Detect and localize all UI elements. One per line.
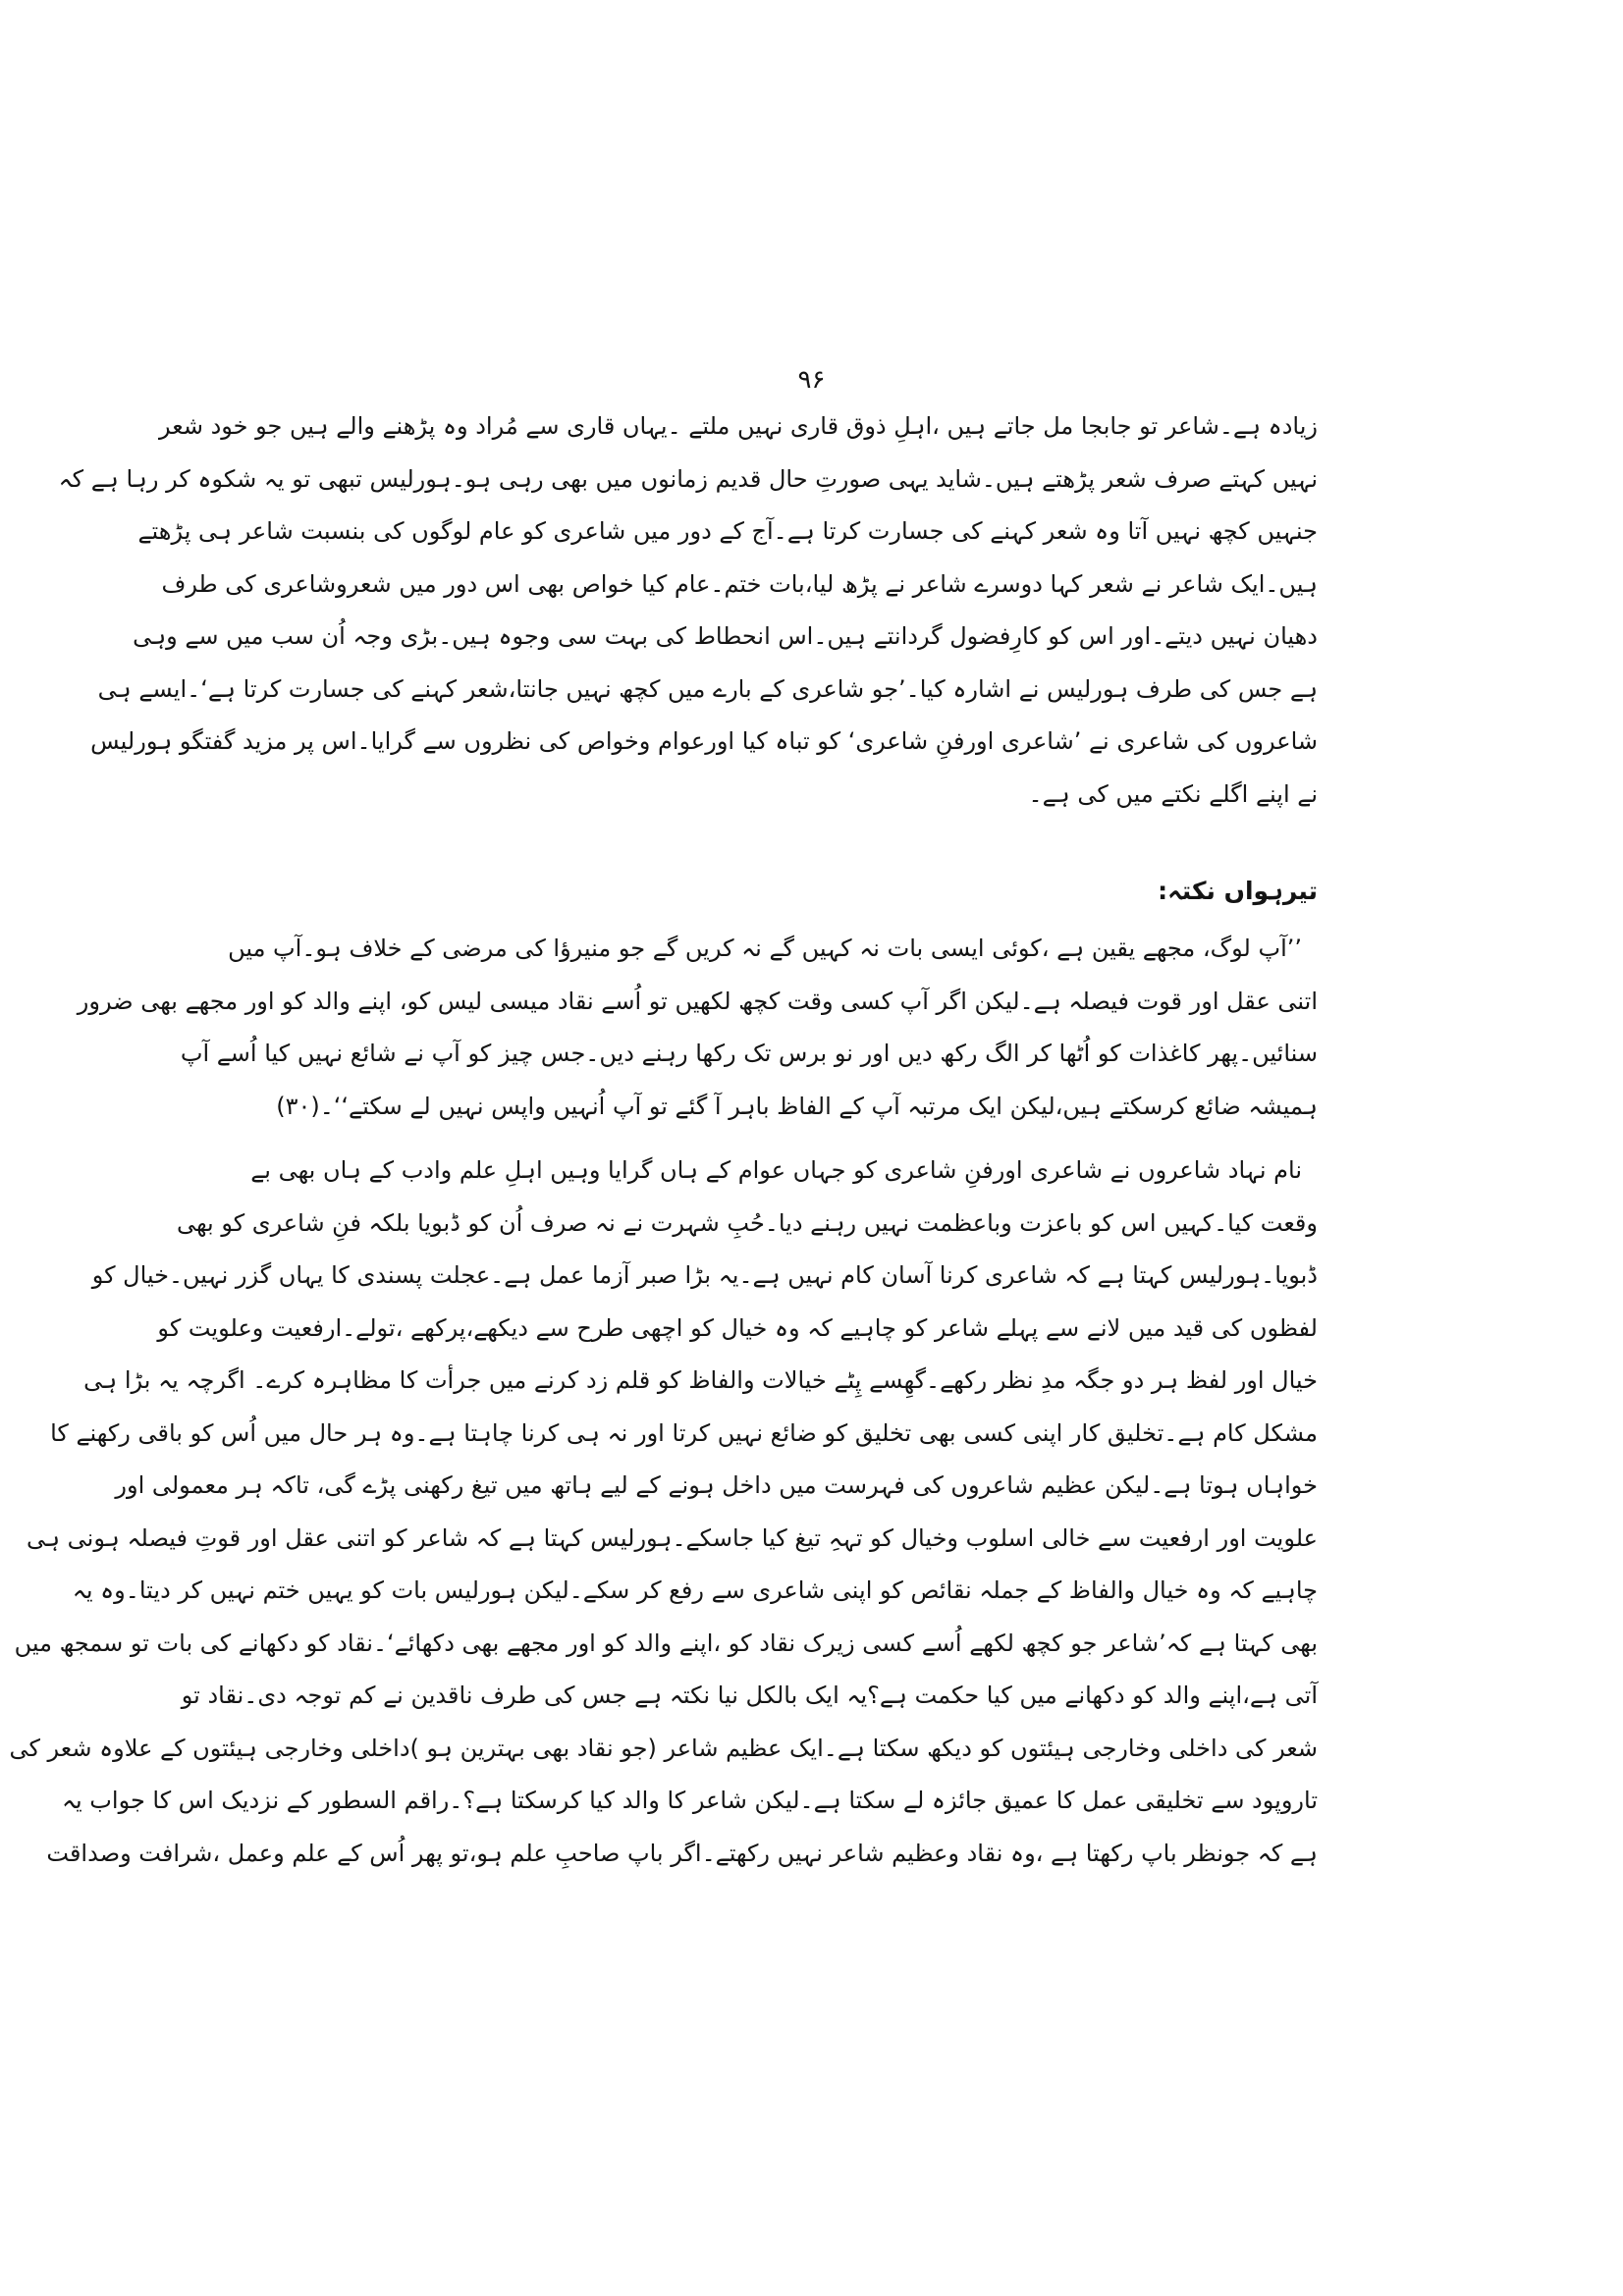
quote-line: سنائیں۔پھر کاغذات کو اُٹھا کر الگ رکھ دیں اور نو برس تک رکھا رہنے دیں۔جس چیز کو آپ نے شائع نہیں کیا اُسے آپ bbox=[180, 1040, 1318, 1067]
text-line: بھی کہتا ہے کہ’شاعر جو کچھ لکھے اُسے کسی زیرک نقاد کو ،اپنے والد کو اور مجھے بھی دکھائے‘۔نقاد کو دکھانے کی بات تو سمجھ میں bbox=[14, 1629, 1318, 1657]
quote-line: ہمیشہ ضائع کرسکتے ہیں،لیکن ایک مرتبہ آپ کے الفاظ باہر آ گئے تو آپ اُنہیں واپس نہیں لے سکتے‘‘۔(۳۰) bbox=[276, 1092, 1318, 1120]
text-line: ہیں۔ایک شاعر نے شعر کہا دوسرے شاعر نے پڑھ لیا،بات ختم۔عام کیا خواص بھی اس دور میں شعروشاعری کی طرف bbox=[161, 569, 1318, 598]
text-line: مشکل کام ہے۔تخلیق کار اپنی کسی بھی تخلیق کو ضائع نہیں کرتا اور نہ ہی کرنا چاہتا ہے۔وہ ہر حال میں اُس کو باقی رکھنے کا bbox=[50, 1418, 1318, 1447]
text-line: جنہیں کچھ نہیں آتا وہ شعر کہنے کی جسارت کرتا ہے۔آج کے دور میں شاعری کو عام لوگوں کی بنسبت شاعر ہی پڑھتے bbox=[137, 517, 1318, 545]
quote-line: ’’آپ لوگ، مجھے یقین ہے ،کوئی ایسی بات نہ کہیں گے نہ کریں گے جو منیرؤا کی مرضی کے خلاف ہو۔آپ میں bbox=[228, 934, 1302, 962]
paragraph-analysis bbox=[9, 1145, 1318, 1880]
text-line: نام نہاد شاعروں نے شاعری اورفنِ شاعری کو جہاں عوام کے ہاں گرایا وہیں اہلِ علم وادب کے ہاں بھی بے bbox=[250, 1156, 1302, 1184]
text-line: ڈبویا۔ہورلیس کہتا ہے کہ شاعری کرنا آسان کام نہیں ہے۔یہ بڑا صبر آزما عمل ہے۔عجلت پسندی کا یہاں گزر نہیں۔خیال کو bbox=[91, 1261, 1318, 1289]
text-line: شعر کی داخلی وخارجی ہیئتوں کو دیکھ سکتا ہے۔ایک عظیم شاعر (جو نقاد بھی بہترین ہو )داخلی وخارجی ہیئتوں کے علاوہ شعر کی bbox=[9, 1734, 1318, 1762]
text-line: آتی ہے،اپنے والد کو دکھانے میں کیا حکمت ہے؟یہ ایک بالکل نیا نکتہ ہے جس کی طرف ناقدین نے کم توجہ دی۔نقاد تو bbox=[181, 1682, 1318, 1709]
text-line: علویت اور ارفعیت سے خالی اسلوب وخیال کو تہہِ تیغ کیا جاسکے۔ہورلیس کہتا ہے کہ شاعر کو اتنی عقل اور قوتِ فیصلہ ہونی ہی bbox=[26, 1523, 1318, 1552]
section-heading: تیرہواں نکتہ: bbox=[1158, 877, 1318, 905]
text-line: چاہیے کہ وہ خیال والفاظ کے جملہ نقائص کو اپنی شاعری سے رفع کر سکے۔لیکن ہورلیس بات کو یہیں ختم نہیں کر دیتا۔وہ یہ bbox=[72, 1576, 1318, 1604]
text-line: تاروپود سے تخلیقی عمل کا عمیق جائزہ لے سکتا ہے۔لیکن شاعر کا والد کیا کرسکتا ہے؟۔راقم السطور کے نزدیک اس کا جواب یہ bbox=[61, 1787, 1318, 1814]
text-line: شاعروں کی شاعری نے ’شاعری اورفنِ شاعری‘ کو تباہ کیا اورعوام وخواص کی نظروں سے گرایا۔اس پر مزید گفتگو ہورلیس bbox=[90, 727, 1318, 755]
block-quote bbox=[77, 923, 1318, 1133]
text-line: نہیں کہتے صرف شعر پڑھتے ہیں۔شاید یہی صورتِ حال قدیم زمانوں میں بھی رہی ہو۔ہورلیس تبھی تو یہ شکوہ کر رہا ہے کہ bbox=[58, 464, 1318, 493]
text-line: وقعت کیا۔کہیں اس کو باعزت وباعظمت نہیں رہنے دیا۔حُبِ شہرت نے نہ صرف اُن کو ڈبویا بلکہ فنِ شاعری کو بھی bbox=[176, 1208, 1318, 1237]
text-line: خیال اور لفظ ہر دو جگہ مدِ نظر رکھے۔گھِسے پِٹے خیالات والفاظ کو قلم زد کرنے میں جرأت کا مظاہرہ کرے۔ اگرچہ یہ بڑا ہی bbox=[83, 1366, 1318, 1394]
text-line: دھیان نہیں دیتے۔اور اس کو کارِفضول گردانتے ہیں۔اس انحطاط کی بہت سی وجوہ ہیں۔بڑی وجہ اُن سب میں سے وہی bbox=[133, 622, 1318, 650]
page-number: ۹۶ bbox=[797, 365, 826, 395]
text-line: لفظوں کی قید میں لانے سے پہلے شاعر کو چاہیے کہ وہ خیال کو اچھی طرح سے دیکھے،پرکھے ،تولے۔ارفعیت وعلویت کو bbox=[157, 1313, 1318, 1342]
text-line: خواہاں ہوتا ہے۔لیکن عظیم شاعروں کی فہرست میں داخل ہونے کے لیے ہاتھ میں تیغ رکھنی پڑے گی، تاکہ ہر معمولی اور bbox=[115, 1471, 1318, 1499]
text-line: ہے جس کی طرف ہورلیس نے اشارہ کیا۔’جو شاعری کے بارے میں کچھ نہیں جانتا،شعر کہنے کی جسارت کرتا ہے‘۔ایسے ہی bbox=[97, 674, 1318, 703]
text-line: نے اپنے اگلے نکتے میں کی ہے۔ bbox=[1028, 779, 1318, 808]
section-heading-block bbox=[306, 864, 1318, 919]
text-line: ہے کہ جونظر باپ رکھتا ہے ،وہ نقاد وعظیم شاعر نہیں رکھتے۔اگر باپ صاحبِ علم ہو،تو پھر اُس کے علم وعمل ،شرافت وصداقت bbox=[46, 1839, 1318, 1867]
paragraph-intro bbox=[58, 400, 1318, 821]
text-line: زیادہ ہے۔شاعر تو جابجا مل جاتے ہیں ،اہلِ ذوق قاری نہیں ملتے ۔یہاں قاری سے مُراد وہ پڑھنے والے ہیں جو خود شعر bbox=[159, 412, 1318, 440]
quote-line: اتنی عقل اور قوت فیصلہ ہے۔لیکن اگر آپ کسی وقت کچھ لکھیں تو اُسے نقاد میسی لیس کو، اپنے والد کو اور مجھے بھی ضرور bbox=[77, 987, 1318, 1015]
